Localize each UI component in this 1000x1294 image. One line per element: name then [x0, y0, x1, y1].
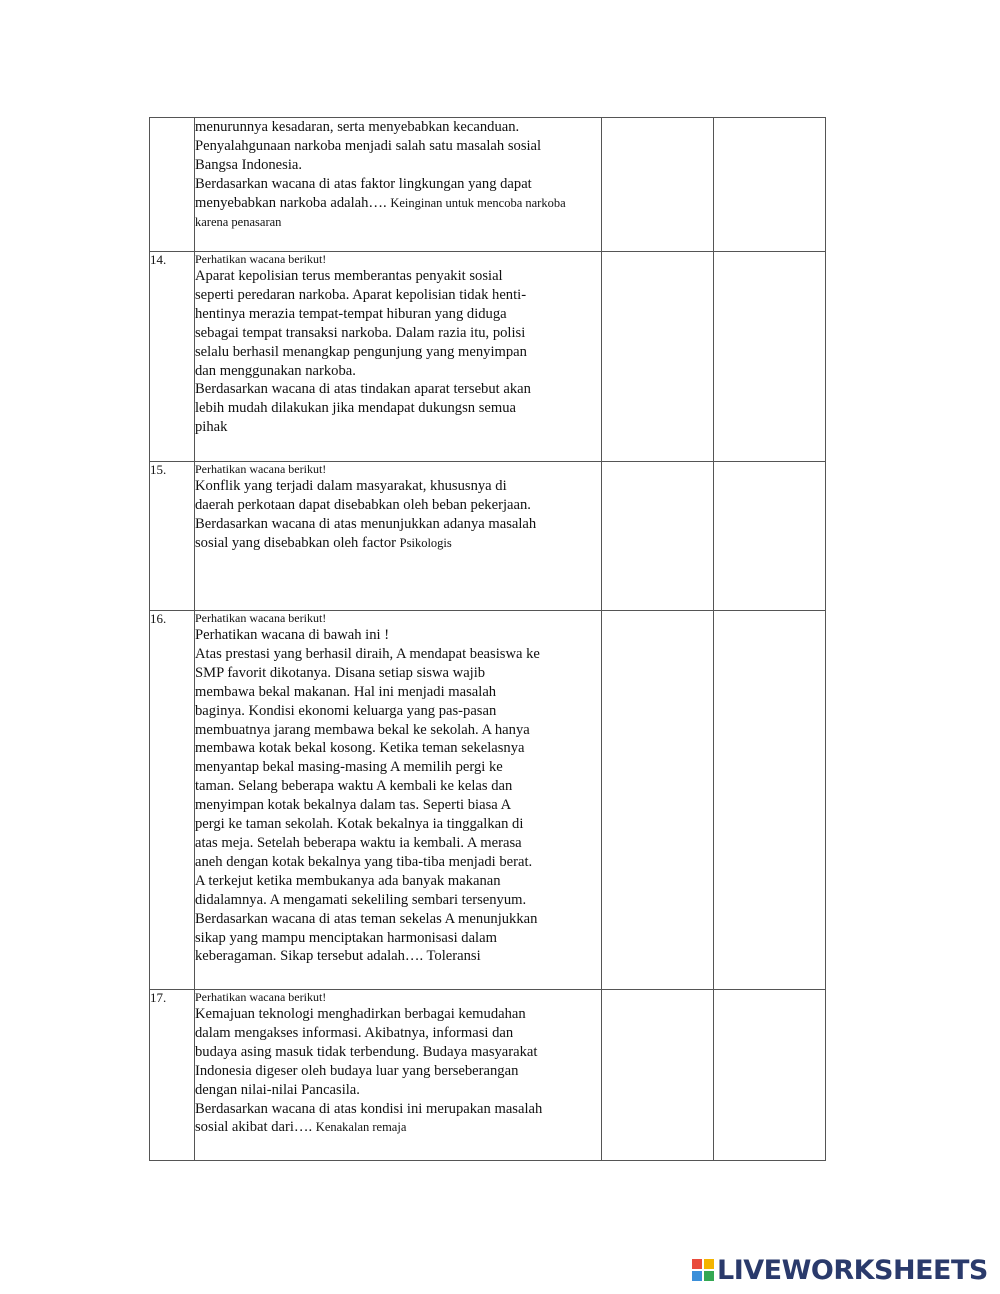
question-line: sosial akibat dari….: [195, 1119, 313, 1136]
question-line: SMP favorit dikotanya. Disana setiap siswa wajib: [195, 664, 486, 681]
question-row: [150, 252, 826, 462]
question-number: 14.: [150, 252, 195, 462]
question-line: sikap yang mampu menciptakan harmonisasi dalam: [195, 929, 497, 946]
question-row: [150, 118, 826, 252]
answer-cell-b[interactable]: [714, 990, 826, 1161]
question-line: membawa kotak bekal kosong. Ketika teman sekelasnya: [195, 740, 525, 757]
question-line: pihak: [195, 419, 228, 436]
question-instruction: Perhatikan wacana berikut!: [195, 462, 327, 476]
answer-cell-b[interactable]: [714, 118, 826, 252]
question-text: [195, 252, 602, 462]
answer-cell-a[interactable]: [602, 118, 714, 252]
answer-cell-a[interactable]: [602, 611, 714, 990]
question-line: atas meja. Setelah beberapa waktu ia kembali. A merasa: [195, 834, 522, 851]
question-line: aneh dengan kotak bekalnya yang tiba-tiba menjadi berat.: [195, 853, 533, 870]
question-line: selalu berhasil menangkap pengunjung yang menyimpan: [195, 343, 527, 360]
logo-square: [692, 1271, 702, 1281]
answer-cell-a[interactable]: [602, 462, 714, 611]
question-line: Aparat kepolisian terus memberantas penyakit sosial: [195, 268, 503, 284]
question-line: menyimpan kotak bekalnya dalam tas. Seperti biasa A: [195, 797, 512, 814]
question-instruction: Perhatikan wacana berikut!: [195, 990, 327, 1004]
question-line: lebih mudah dilakukan jika mendapat dukungsn semua: [195, 400, 516, 417]
question-number: 16.: [150, 611, 195, 990]
logo-square: [704, 1259, 714, 1269]
question-instruction: Perhatikan wacana berikut!: [195, 252, 327, 266]
question-number: 17.: [150, 990, 195, 1161]
question-line: keberagaman. Sikap tersebut adalah…. Toleransi: [195, 948, 481, 965]
question-line: Perhatikan wacana di bawah ini !: [195, 627, 390, 643]
question-line: membuatnya jarang membawa bekal ke sekolah. A hanya: [195, 721, 530, 738]
question-line: Berdasarkan wacana di atas kondisi ini merupakan masalah: [195, 1100, 543, 1117]
question-line: Berdasarkan wacana di atas teman sekelas A menunjukkan: [195, 910, 538, 927]
question-line: daerah perkotaan dapat disebabkan oleh beban pekerjaan.: [195, 496, 531, 513]
question-line: membawa bekal makanan. Hal ini menjadi masalah: [195, 683, 497, 700]
question-text: [195, 990, 602, 1161]
question-line: taman. Selang beberapa waktu A kembali ke kelas dan: [195, 778, 513, 795]
question-line: Berdasarkan wacana di atas menunjukkan adanya masalah: [195, 515, 537, 532]
question-number: 15.: [150, 462, 195, 611]
question-line: sosial yang disebabkan oleh factor: [195, 534, 397, 551]
question-line: Berdasarkan wacana di atas tindakan aparat tersebut akan: [195, 381, 531, 398]
question-line: dengan nilai-nilai Pancasila.: [195, 1081, 360, 1098]
answer-cell-b[interactable]: [714, 252, 826, 462]
answer-cell-b[interactable]: [714, 611, 826, 990]
question-line: Indonesia digeser oleh budaya luar yang berseberangan: [195, 1062, 519, 1079]
question-line: budaya asing masuk tidak terbendung. Budaya masyarakat: [195, 1043, 538, 1060]
question-line: baginya. Kondisi ekonomi keluarga yang pas-pasan: [195, 702, 497, 719]
question-text: [195, 462, 602, 611]
question-text: [195, 611, 602, 990]
question-line: sebagai tempat transaksi narkoba. Dalam razia itu, polisi: [195, 324, 526, 341]
logo-text: LIVEWORKSHEETS: [717, 1254, 988, 1286]
question-line: Bangsa Indonesia.: [195, 156, 302, 173]
answer-text: Psikologis: [399, 535, 452, 550]
question-row: [150, 462, 826, 611]
question-line: menurunnya kesadaran, serta menyebabkan kecanduan.: [195, 119, 520, 135]
question-row: [150, 611, 826, 990]
question-line: A terkejut ketika membukanya ada banyak makanan: [195, 872, 501, 889]
logo-square: [704, 1271, 714, 1281]
question-line: Berdasarkan wacana di atas faktor lingkungan yang dapat: [195, 175, 532, 192]
question-row: [150, 990, 826, 1161]
question-number: [150, 118, 195, 252]
question-line: dan menggunakan narkoba.: [195, 362, 356, 379]
question-line: Konflik yang terjadi dalam masyarakat, khususnya di: [195, 478, 507, 494]
answer-cell-a[interactable]: [602, 252, 714, 462]
logo-square: [692, 1259, 702, 1269]
question-line: menyantap bekal masing-masing A memilih pergi ke: [195, 759, 503, 776]
question-line: Penyalahgunaan narkoba menjadi salah satu masalah sosial: [195, 137, 542, 154]
question-line: hentinya merazia tempat-tempat hiburan yang diduga: [195, 305, 507, 322]
question-line: pergi ke taman sekolah. Kotak bekalnya ia tinggalkan di: [195, 816, 524, 833]
question-line: seperti peredaran narkoba. Aparat kepolisian tidak henti-: [195, 286, 527, 303]
liveworksheets-logo: [692, 1256, 988, 1284]
question-table: [149, 117, 826, 1161]
answer-text: Keinginan untuk mencoba narkoba karena penasaran: [195, 195, 566, 229]
question-line: Atas prestasi yang berhasil diraih, A mendapat beasiswa ke: [195, 645, 540, 662]
answer-cell-a[interactable]: [602, 990, 714, 1161]
question-line: dalam mengakses informasi. Akibatnya, informasi dan: [195, 1024, 514, 1041]
question-line: Kemajuan teknologi menghadirkan berbagai kemudahan: [195, 1006, 526, 1022]
answer-cell-b[interactable]: [714, 462, 826, 611]
question-line: didalamnya. A mengamati sekeliling sembari tersenyum.: [195, 891, 527, 908]
answer-text: Kenakalan remaja: [315, 1120, 407, 1135]
question-instruction: Perhatikan wacana berikut!: [195, 611, 327, 625]
logo-icon: [692, 1259, 714, 1281]
question-text: [195, 118, 602, 252]
question-line: menyebabkan narkoba adalah….: [195, 194, 387, 211]
